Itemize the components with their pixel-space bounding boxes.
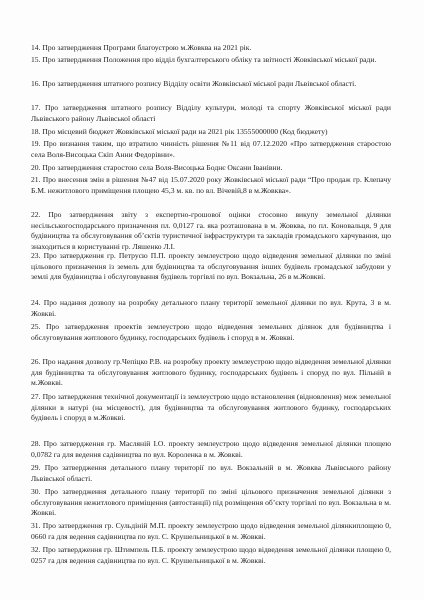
agenda-item: 24. Про надання дозволу на розробку детального плану території земельної ділянки по вул. Крута, 3 в м. Жовкві. bbox=[31, 298, 391, 318]
agenda-item: 28. Про затвердження гр. Масляній І.О. проекту землеустрою щодо відведення земельної ділянки площею 0,0782 га для ведення садівництва по вул. Короленка в м. Жовкві. bbox=[31, 439, 391, 459]
agenda-item: 16. Про затвердження штатного розпису Відділу освіти Жовківської міської ради Львівської області. bbox=[31, 79, 357, 88]
agenda-item: 22. Про затвердження звіту з експертно-грошової оцінки стосовно викупу земельної ділянки несільськогосподарського призначення пл. 0,0127 га. яка розташована в м. Жовква, по пл. Коновальця, 9 для будівництва та обслуговування об’єктів туристичної інфраструктури та закладів громадського харчування, що знаходиться в користуванні гр. Ляшенко Л.І. bbox=[31, 210, 391, 251]
agenda-item: 14. Про затвердження Програми благоустрою м.Жовква на 2021 рік. bbox=[31, 43, 252, 52]
agenda-item: 26. Про надання дозволу гр.Чепіцко Р.В. на розробку проекту землеустрою щодо відведення земельної ділянки для будівництва та обслуговування житлового будинку, господарських будівель і споруд по вул. Пільній в м.Жовкві. bbox=[31, 357, 391, 388]
agenda-item: 31. Про затвердження гр. Сульдіній М.П. проекту землеустрою щодо відведення земельної ділянкиплощею 0, 0660 га для ведення садівництва по вул. С. Крушельницької в м. Жовкві. bbox=[31, 521, 391, 541]
agenda-item: 21. Про внесення змін в рішення №47 від 15.07.2020 року Жовківської міської ради “Про продаж гр. Клепачу Б.М. нежитлового приміщення площею 45,3 м. кв. по вл. Вічевій,8 в м.Жовква». bbox=[31, 175, 391, 195]
agenda-item: 30. Про затвердження детального плану території по зміні цільового призначення земельної ділянки з обслуговування нежитлового приміщення (автостанції) під розміщення об’єкту торгівлі по вул. Вокзальна в м. Жовкві. bbox=[31, 487, 391, 518]
agenda-item: 17. Про затвердження штатного розпису Відділу культури, молоді та спорту Жовківської міської ради Львівського району Львівської області bbox=[31, 103, 391, 123]
agenda-item: 23. Про затвердження гр. Петрусю П.П. проекту землеустрою щодо відведення земельної ділянки по зміні цільового призначення із земель для будівництва та обслуговування інших будівель громадської забудови у землі для будівництва і обслуговування будівель торгівлі по вул. Вокзальна, 26 в м.Жовкві. bbox=[31, 251, 391, 282]
agenda-item: 15. Про затвердження Положення про відділ бухгалтерського обліку та звітності Жовківської міської ради. bbox=[31, 55, 377, 64]
agenda-item: 25. Про затвердження проектів землеустрою щодо відведення земельних ділянок для будівництва і обслуговування житлового будинку, господарських будівель і споруд в м. Жовкві. bbox=[31, 322, 391, 342]
agenda-item: 20. Про затвердження старостою села Воля-Висоцька Боднє Оксани Іванівни. bbox=[31, 163, 283, 172]
agenda-item: 32. Про затвердження гр. Штимпель П.Б. проекту землеустрою щодо відведення земельної ділянки площею 0, 0257 га для ведення садівництва по вул. С. Крушельницької в м. Жовкві. bbox=[31, 545, 391, 565]
agenda-item: 18. Про місцевий бюджет Жовківської міської ради на 2021 рік 13555000000 (Код бюджету) bbox=[31, 127, 328, 136]
agenda-item: 19. Про визнання таким, що втратило чинність рішення №11 від 07.12.2020 «Про затвердження старостою села Воля-Висоцька Скіп Анни Федорівни». bbox=[31, 139, 391, 159]
agenda-item: 27. Про затвердження технічної документації із землеустрою щодо встановлення (відновлення) меж земельної ділянки в натурі (на місцевості), для будівництва та обслуговування житлового будинку, господарських будівель і споруд в м.Жовкві. bbox=[31, 392, 391, 423]
agenda-item: 29. Про затвердження детального плану території по вул. Вокзальній в м. Жовква Львівського району Львівської області. bbox=[31, 463, 391, 483]
